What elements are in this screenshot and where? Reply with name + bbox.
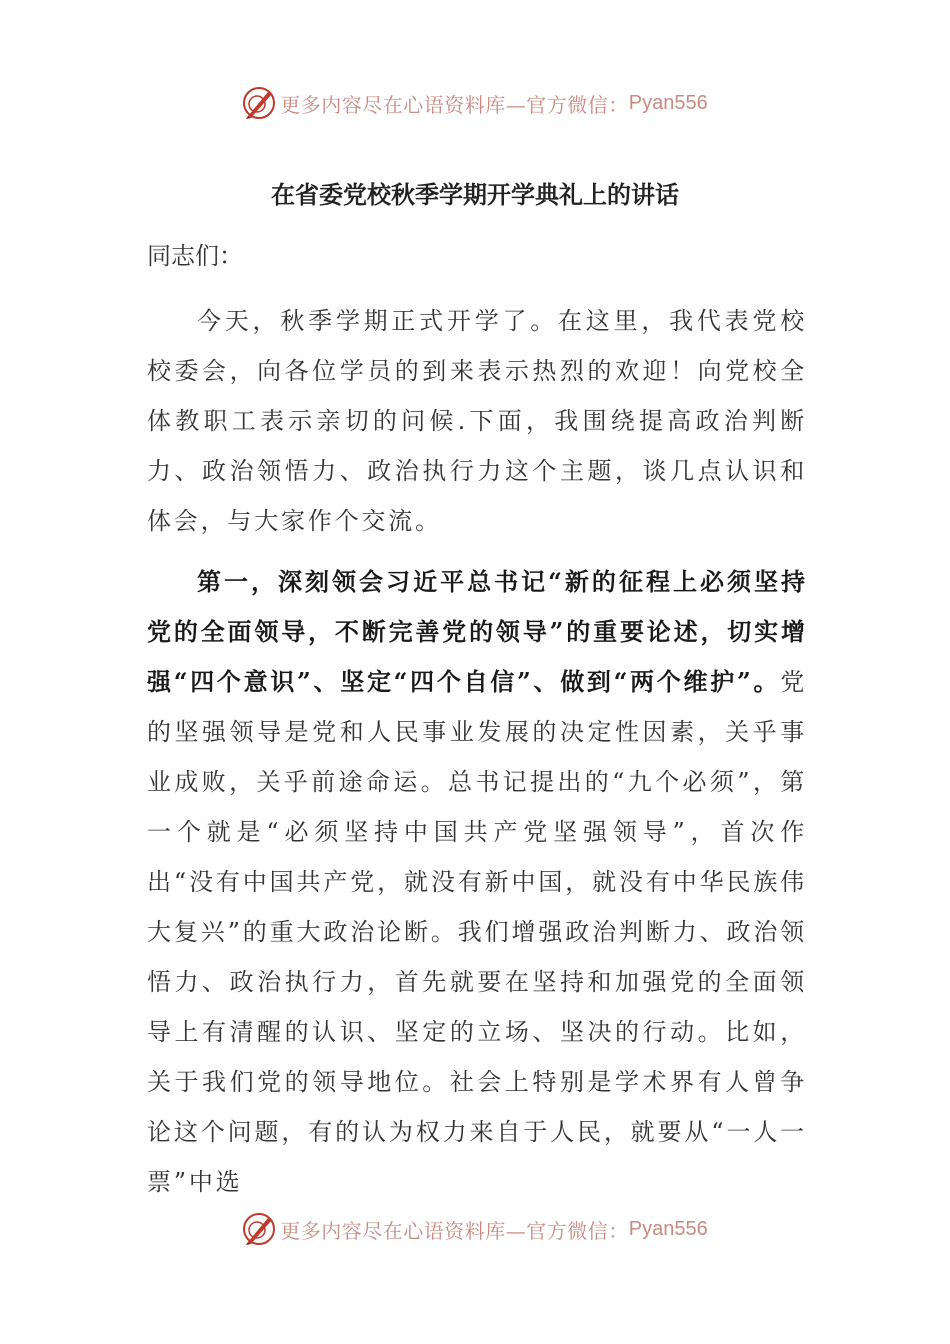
wechat-id: Pyan556 <box>628 1217 708 1240</box>
paragraph-2-lead: 第一，深刻领会习近平总书记“新的征程上必须坚持党的全面领导，不断完善党的领导”的重要论述，切实增强“四个意识”、坚定“四个自信”、做到“两个维护”。 <box>147 567 807 696</box>
footer-banner <box>0 1209 950 1249</box>
promo-text: 更多内容尽在心语资料库—官方微信： <box>280 92 629 117</box>
paragraph-2 <box>147 557 807 1207</box>
paragraph-2-body: 党的坚强领导是党和人民事业发展的决定性因素，关乎事业成败，关乎前途命运。总书记提出的“九个必须”，第一个就是“必须坚持中国共产党坚强领导”，首次作出“没有中国共产党，就没有新中国，就没有中华民族伟大复兴”的重大政治论断。我们增强政治判断力、政治领悟力、政治执行力，首先就要在坚持和加强党的全面领导上有清醒的认识、坚定的立场、坚决的行动。比如，关于我们党的领导地位。社会上特别是学术界有人曾争论这个问题，有的认为权力来自于人民，就要从“一人一票”中选 <box>147 668 807 1196</box>
wechat-id: Pyan556 <box>628 91 708 114</box>
header-banner <box>0 83 950 123</box>
paragraph-1: 今天，秋季学期正式开学了。在这里，我代表党校校委会，向各位学员的到来表示热烈的欢迎！向党校全体教职工表示亲切的问候.下面，我围绕提高政治判断力、政治领悟力、政治执行力这个主题，谈几点认识和体会，与大家作个交流。 <box>147 307 807 535</box>
pen-in-circle-logo-icon <box>242 86 276 120</box>
pen-in-circle-logo-icon <box>242 1212 276 1246</box>
document-title: 在省委党校秋季学期开学典礼上的讲话 <box>271 180 679 209</box>
promo-text: 更多内容尽在心语资料库—官方微信： <box>280 1218 629 1243</box>
salutation: 同志们： <box>147 242 243 270</box>
